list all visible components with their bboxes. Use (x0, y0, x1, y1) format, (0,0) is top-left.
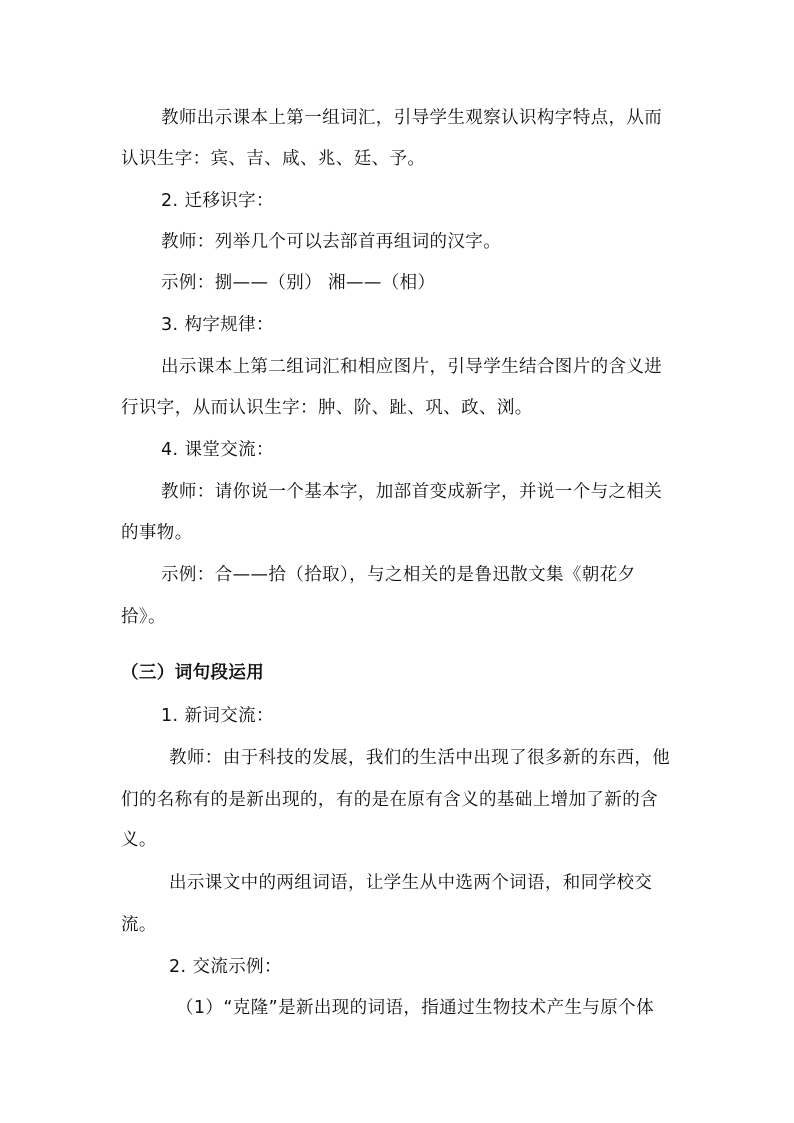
paragraph-line: 教师出示课本上第一组词汇，引导学生观察认识构字特点，从而 (161, 108, 663, 128)
paragraph-line: 教师：请你说一个基本字，加部首变成新字，并说一个与之相关 (161, 482, 663, 502)
paragraph-line: 2. 迁移识字： (161, 191, 274, 211)
paragraph-line: 认识生字：宾、吉、咸、兆、廷、予。 (121, 149, 426, 169)
paragraph-line: 行识字，从而认识生字：肿、阶、趾、巩、政、浏。 (121, 398, 533, 418)
paragraph-line: 3. 构字规律： (161, 315, 274, 335)
paragraph-line: 的事物。 (121, 523, 193, 543)
paragraph-line: 教师：由于科技的发展，我们的生活中出现了很多新的东西，他 (169, 748, 671, 768)
paragraph-line: 流。 (121, 915, 157, 935)
paragraph-line: （1）“克隆”是新出现的词语，指通过生物技术产生与原个体 (176, 998, 654, 1018)
paragraph-line: 教师：列举几个可以去部首再组词的汉字。 (161, 232, 502, 252)
paragraph-line: 出示课本上第二组词汇和相应图片，引导学生结合图片的含义进 (161, 357, 663, 377)
paragraph-line: 出示课文中的两组词语，让学生从中选两个词语，和同学校交 (169, 873, 653, 893)
paragraph-line: 1. 新词交流： (161, 706, 274, 726)
paragraph-line: 2. 交流示例： (169, 957, 282, 977)
paragraph-line: 拾》。 (121, 607, 166, 627)
paragraph-line: 们的名称有的是新出现的，有的是在原有含义的基础上增加了新的含 (121, 790, 658, 810)
paragraph-line: 示例：合——拾（拾取），与之相关的是鲁迅散文集《朝花夕 (161, 565, 636, 585)
paragraph-line: 示例：捌——（别） 湘——（相） (161, 273, 436, 293)
paragraph-line: 4. 课堂交流： (161, 440, 274, 460)
section-heading: （三）词句段运用 (121, 663, 265, 683)
paragraph-line: 义。 (121, 830, 157, 850)
